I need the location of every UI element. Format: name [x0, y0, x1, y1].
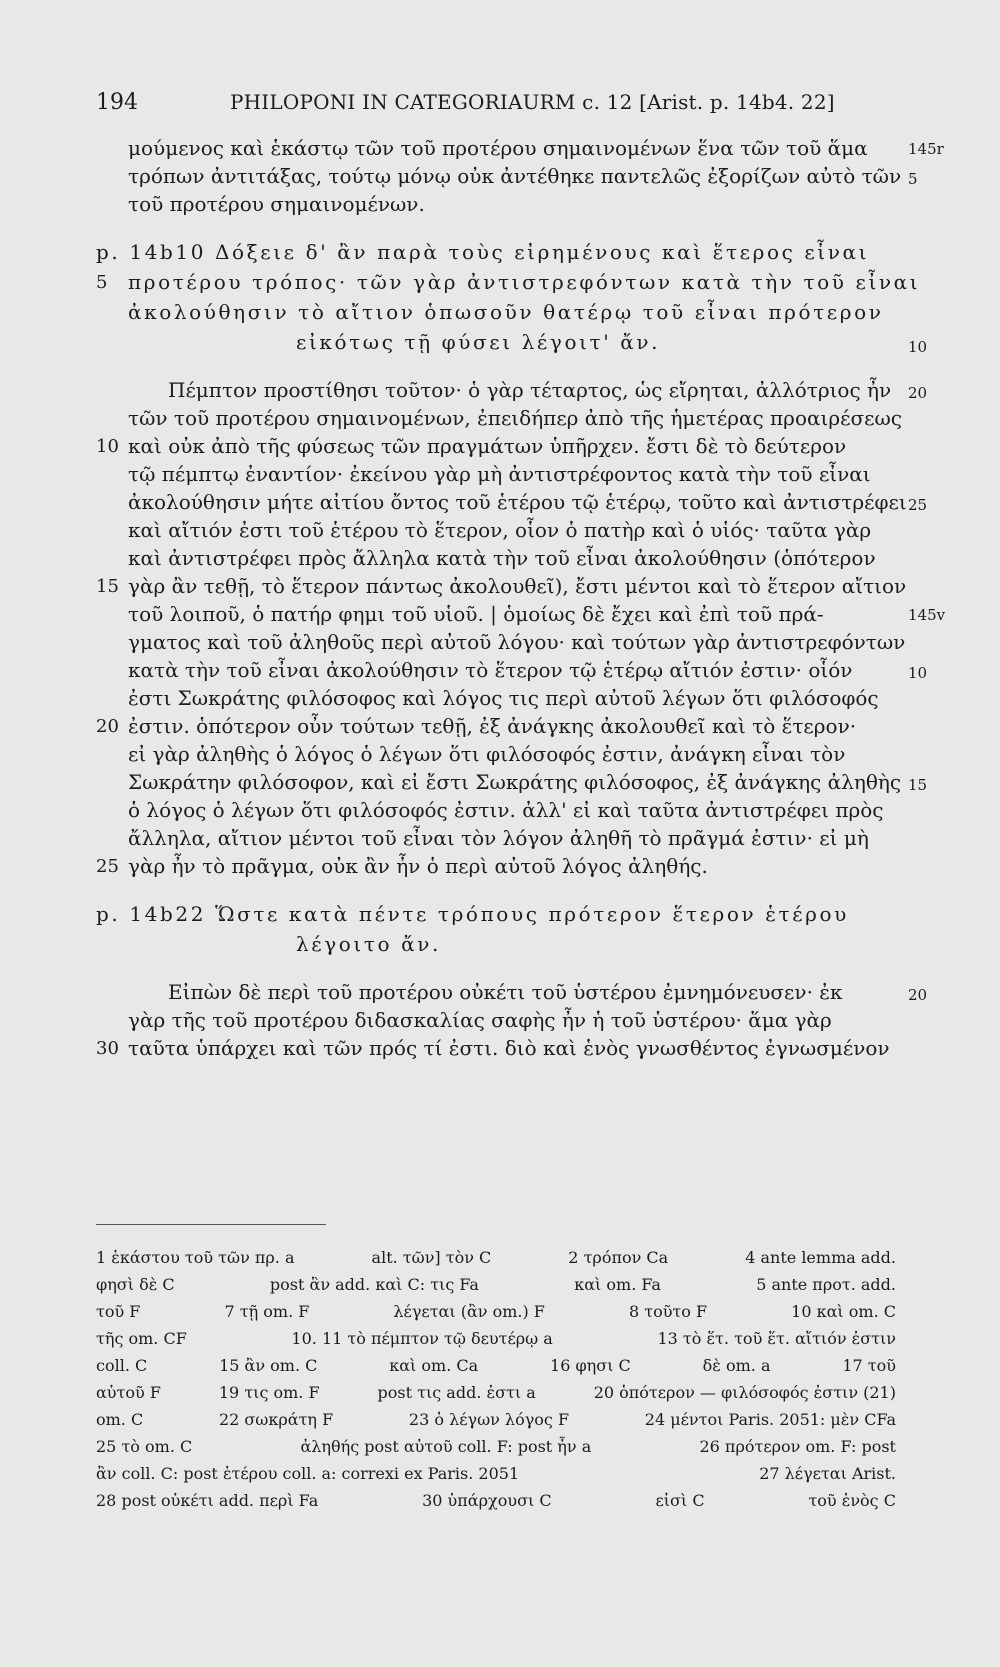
footnote-entry: 27 λέγεται Arist.	[759, 1464, 896, 1483]
text-line	[96, 742, 896, 772]
running-title: PHILOPONI IN CATEGORIAURM c. 12 [Arist. p. 14b4. 22]	[230, 90, 835, 114]
text-line	[96, 602, 896, 632]
footnote-entry: αὐτοῦ F	[96, 1383, 161, 1402]
footnote-row	[96, 1491, 896, 1510]
line-number: 10	[96, 436, 119, 457]
margin-ref: 20	[908, 384, 928, 402]
line-text: κατὰ τὴν τοῦ εἶναι ἀκολούθησιν τὸ ἕτερον τῷ ἑτέρῳ αἴτιόν ἐστιν· οἷόν	[128, 658, 853, 682]
lemma-line	[96, 300, 896, 330]
footnote-row	[96, 1383, 896, 1402]
line-text: καὶ ἀντιστρέφει πρὸς ἄλληλα κατὰ τὴν τοῦ εἶναι ἀκολούθησιν (ὁπότερον	[128, 546, 876, 570]
text-line	[96, 490, 907, 520]
footnote-entry: εἰσὶ C	[655, 1491, 705, 1510]
text-line	[96, 1008, 896, 1038]
text-line	[96, 1036, 896, 1066]
text-line	[96, 546, 896, 576]
lemma-line	[96, 330, 896, 360]
footnote-entry: 19 τις om. F	[218, 1383, 320, 1402]
margin-ref: 145r	[908, 140, 944, 158]
footnote-row	[96, 1248, 896, 1267]
margin-ref: 10	[908, 664, 928, 682]
text-line	[96, 686, 896, 716]
line-text: εἰκότως τῇ φύσει λέγοιτ' ἄν.	[296, 330, 661, 354]
footnote-entry: 1 ἑκάστου τοῦ τῶν πρ. a	[96, 1248, 295, 1267]
line-text: τοῦ προτέρου σημαινομένων.	[128, 192, 425, 216]
lemma-line	[96, 270, 921, 300]
margin-ref: 15	[908, 776, 928, 794]
footnote-entry: καὶ om. Fa	[574, 1275, 661, 1294]
text-line	[96, 164, 902, 194]
footnote-entry: 25 τὸ om. C	[96, 1437, 193, 1456]
text-line	[96, 798, 896, 828]
footnote-row	[96, 1302, 896, 1321]
margin-ref: 25	[908, 496, 928, 514]
footnote-entry: τοῦ F	[96, 1302, 141, 1321]
text-line	[96, 980, 896, 1010]
line-text: γματος καὶ τοῦ ἀληθοῦς περὶ αὐτοῦ λόγου· καὶ τούτων γὰρ ἀντιστρεφόντων	[128, 630, 906, 654]
text-line	[96, 192, 896, 222]
footnote-row	[96, 1464, 896, 1483]
text-line	[96, 378, 896, 408]
text-line	[96, 630, 906, 660]
footnote-entry: 28 post οὐκέτι add. περὶ Fa	[96, 1491, 319, 1510]
text-line	[96, 518, 896, 548]
line-text: ἀκολούθησιν μήτε αἰτίου ὄντος τοῦ ἑτέρου τῷ ἑτέρῳ, τοῦτο καὶ ἀντιστρέφει	[128, 490, 907, 514]
footnote-entry: λέγεται (ἂν om.) F	[393, 1302, 545, 1321]
line-text: ἀκολούθησιν τὸ αἴτιον ὁπωσοῦν θατέρῳ τοῦ εἶναι πρότερον	[128, 300, 884, 324]
text-line	[96, 462, 896, 492]
footnote-row	[96, 1410, 896, 1429]
text-line	[96, 770, 902, 800]
line-text: γὰρ ἂν τεθῇ, τὸ ἕτερον πάντως ἀκολουθεῖ), ἔστι μέντοι καὶ τὸ ἕτερον αἴτιον	[128, 574, 907, 598]
footnote-entry: 10. 11 τὸ πέμπτον τῷ δευτέρῳ a	[291, 1329, 553, 1348]
line-text: p. 14b10 Δόξειε δ' ἂν παρὰ τοὺς εἰρημένους καὶ ἕτερος εἶναι	[96, 240, 870, 264]
line-text: ἄλληλα, αἴτιον μέντοι τοῦ εἶναι τὸν λόγον ἀληθῆ τὸ πρᾶγμά ἐστιν· εἰ μὴ	[128, 826, 869, 850]
footnote-entry: post ἂν add. καὶ C: τις Fa	[269, 1275, 479, 1294]
footnote-entry: ἀληθής post αὐτοῦ coll. F: post ἦν a	[300, 1437, 592, 1456]
margin-ref: 20	[908, 986, 928, 1004]
footnote-entry: 16 φησι C	[550, 1356, 631, 1375]
text-line	[96, 714, 896, 744]
footnote-entry: 20 ὁπότερον — φιλόσοφός ἐστιν (21)	[593, 1383, 896, 1402]
text-line	[96, 658, 896, 688]
line-text: Πέμπτον προστίθησι τοῦτον· ὁ γὰρ τέταρτος, ὡς εἴρηται, ἀλλότριος ἦν	[168, 378, 892, 402]
margin-ref: 145v	[908, 606, 946, 624]
text-line	[96, 574, 907, 604]
footnote-divider	[96, 1224, 326, 1225]
line-text: μούμενος καὶ ἑκάστῳ τῶν τοῦ προτέρου σημαινομένων ἕνα τῶν τοῦ ἅμα	[128, 136, 868, 160]
line-text: καὶ οὐκ ἀπὸ τῆς φύσεως τῶν πραγμάτων ὑπῆρχεν. ἔστι δὲ τὸ δεύτερον	[128, 434, 847, 458]
footnote-entry: 24 μέντοι Paris. 2051: μὲν CFa	[644, 1410, 896, 1429]
footnote-entry: 5 ante προτ. add.	[756, 1275, 896, 1294]
footnote-entry: 30 ὑπάρχουσι C	[422, 1491, 552, 1510]
footnote-entry: φησὶ δὲ C	[96, 1275, 175, 1294]
line-text: γὰρ ἦν τὸ πρᾶγμα, οὐκ ἂν ἦν ὁ περὶ αὐτοῦ λόγος ἀληθής.	[128, 854, 708, 878]
footnote-entry: 7 τῇ om. F	[224, 1302, 310, 1321]
line-text: τῶν τοῦ προτέρου σημαινομένων, ἐπειδήπερ ἀπὸ τῆς ἡμετέρας προαιρέσεως	[128, 406, 902, 430]
footnote-entry: 22 σωκράτη F	[218, 1410, 334, 1429]
footnote-entry: 23 ὁ λέγων λόγος F	[408, 1410, 570, 1429]
text-line	[96, 434, 896, 464]
line-text: ὁ λόγος ὁ λέγων ὅτι φιλόσοφός ἐστιν. ἀλλ' εἰ καὶ ταῦτα ἀντιστρέφει πρὸς	[128, 798, 884, 822]
footnote-entry: 4 ante lemma add.	[745, 1248, 896, 1267]
footnote-row	[96, 1437, 896, 1456]
line-number: 15	[96, 576, 119, 597]
line-text: ταῦτα ὑπάρχει καὶ τῶν πρός τί ἐστι. διὸ καὶ ἑνὸς γνωσθέντος ἐγνωσμένον	[128, 1036, 890, 1060]
line-text: προτέρου τρόπος· τῶν γὰρ ἀντιστρεφόντων κατὰ τὴν τοῦ εἶναι	[128, 270, 921, 294]
footnote-entry: δὲ om. a	[702, 1356, 771, 1375]
lemma-line	[96, 902, 896, 932]
line-text: καὶ αἴτιόν ἐστι τοῦ ἑτέρου τὸ ἕτερον, οἷον ὁ πατὴρ καὶ ὁ υἱός· ταῦτα γὰρ	[128, 518, 872, 542]
margin-ref: 5	[908, 170, 918, 188]
footnote-entry: alt. τῶν] τὸν C	[371, 1248, 492, 1267]
line-text: ἐστιν. ὁπότερον οὖν τούτων τεθῇ, ἐξ ἀνάγκης ἀκολουθεῖ καὶ τὸ ἕτερον·	[128, 714, 857, 738]
line-text: τρόπων ἀντιτάξας, τούτῳ μόνῳ οὐκ ἀντέθηκε παντελῶς ἐξορίζων αὐτὸ τῶν	[128, 164, 902, 188]
text-line	[96, 406, 902, 436]
line-number: 25	[96, 856, 119, 877]
footnote-entry: 26 πρότερον om. F: post	[699, 1437, 896, 1456]
line-number: 20	[96, 716, 119, 737]
footnote-row	[96, 1329, 896, 1348]
text-line	[96, 136, 896, 166]
lemma-line	[96, 240, 896, 270]
line-text: γὰρ τῆς τοῦ προτέρου διδασκαλίας σαφὴς ἦν ἡ τοῦ ὑστέρου· ἅμα γὰρ	[128, 1008, 832, 1032]
footnote-entry: τοῦ ἑνὸς C	[808, 1491, 896, 1510]
footnote-entry: coll. C	[96, 1356, 148, 1375]
line-text: Εἰπὼν δὲ περὶ τοῦ προτέρου οὐκέτι τοῦ ὑστέρου ἐμνημόνευσεν· ἐκ	[168, 980, 843, 1004]
text-line	[96, 826, 896, 856]
margin-ref: 10	[908, 338, 928, 356]
line-text: p. 14b22 Ὥστε κατὰ πέντε τρόπους πρότερον ἕτερον ἑτέρου	[96, 902, 849, 926]
line-text: τῷ πέμπτῳ ἐναντίον· ἐκείνου γὰρ μὴ ἀντιστρέφοντος κατὰ τὴν τοῦ εἶναι	[128, 462, 871, 486]
footnote-entry: 8 τοῦτο F	[628, 1302, 708, 1321]
footnote-row	[96, 1275, 896, 1294]
line-text: λέγοιτο ἄν.	[296, 932, 441, 956]
footnote-entry: post τις add. ἐστι a	[377, 1383, 536, 1402]
footnote-entry: 17 τοῦ	[842, 1356, 896, 1375]
footnote-entry: ἂν coll. C: post ἑτέρου coll. a: correxi ex Paris. 2051	[96, 1464, 520, 1483]
line-number: 5	[96, 272, 108, 293]
footnote-entry: 15 ἂν om. C	[219, 1356, 318, 1375]
line-number: 30	[96, 1038, 119, 1059]
page-number: 194	[96, 90, 138, 115]
line-text: Σωκράτην φιλόσοφον, καὶ εἰ ἔστι Σωκράτης φιλόσοφος, ἐξ ἀνάγκης ἀληθὴς	[128, 770, 902, 794]
footnote-entry: τῆς om. CF	[96, 1329, 187, 1348]
footnote-entry: καὶ om. Ca	[389, 1356, 479, 1375]
footnote-entry: 2 τρόπον Ca	[568, 1248, 669, 1267]
footnote-entry: 10 καὶ om. C	[791, 1302, 896, 1321]
footnote-entry: om. C	[96, 1410, 144, 1429]
lemma-line	[96, 932, 896, 962]
line-text: τοῦ λοιποῦ, ὁ πατήρ φημι τοῦ υἱοῦ. | ὁμοίως δὲ ἔχει καὶ ἐπὶ τοῦ πρά-	[128, 602, 824, 626]
footnote-row	[96, 1356, 896, 1375]
line-text: εἰ γὰρ ἀληθὴς ὁ λόγος ὁ λέγων ὅτι φιλόσοφός ἐστιν, ἀνάγκη εἶναι τὸν	[128, 742, 846, 766]
footnote-entry: 13 τὸ ἕτ. τοῦ ἕτ. αἴτιόν ἐστιν	[657, 1329, 896, 1348]
text-line	[96, 854, 896, 884]
line-text: ἐστι Σωκράτης φιλόσοφος καὶ λόγος τις περὶ αὐτοῦ λέγων ὅτι φιλόσοφός	[128, 686, 879, 710]
